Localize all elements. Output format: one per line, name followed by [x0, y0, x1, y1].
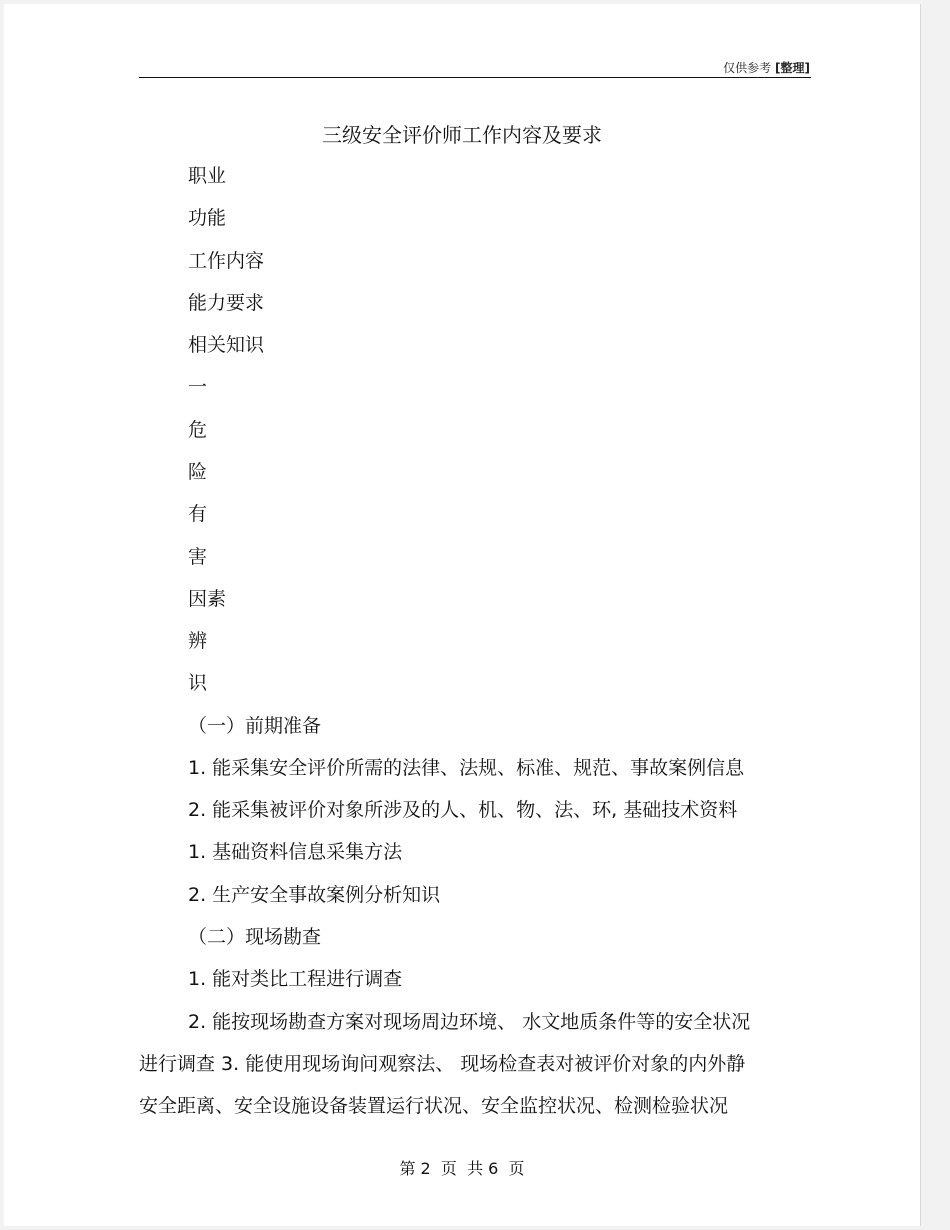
- text-line: 有: [188, 503, 208, 525]
- text-line: 一: [188, 376, 208, 398]
- header-bracket-label: [整理]: [775, 61, 810, 75]
- header-note-text: 仅供参考: [723, 61, 772, 75]
- page-footer: 第 2 页 共 6 页: [399, 1159, 525, 1178]
- text-line: 职业: [188, 165, 227, 187]
- document-title: 三级安全评价师工作内容及要求: [322, 123, 602, 147]
- text-line: 因素: [188, 588, 227, 610]
- text-line: 功能: [188, 207, 227, 229]
- text-line: 安全距离、安全设施设备装置运行状况、安全监控状况、检测检验状况: [139, 1095, 729, 1117]
- section-heading: （一）前期准备: [188, 715, 322, 737]
- text-line: 相关知识: [188, 334, 265, 356]
- section-heading: （二）现场勘查: [188, 926, 322, 948]
- text-line: 1. 能对类比工程进行调查: [188, 968, 403, 990]
- text-line: 识: [188, 672, 208, 694]
- text-line: 2. 能按现场勘查方案对现场周边环境、 水文地质条件等的安全状况: [188, 1011, 751, 1033]
- text-line: 1. 基础资料信息采集方法: [188, 841, 403, 863]
- text-line: 进行调查 3. 能使用现场询问观察法、 现场检查表对被评价对象的内外静: [139, 1053, 746, 1075]
- text-line: 1. 能采集安全评价所需的法律、法规、标准、规范、事故案例信息: [188, 757, 745, 779]
- text-line: 2. 生产安全事故案例分析知识: [188, 884, 441, 906]
- text-line: 险: [188, 461, 208, 483]
- text-line: 2. 能采集被评价对象所涉及的人、机、物、法、环, 基础技术资料: [188, 799, 738, 821]
- document-page: [4, 4, 921, 1226]
- text-line: 害: [188, 546, 208, 568]
- header-note: [723, 59, 810, 76]
- text-line: 辨: [188, 630, 208, 652]
- text-line: 能力要求: [188, 292, 265, 314]
- text-line: 危: [188, 419, 208, 441]
- header-divider: [139, 77, 811, 78]
- text-line: 工作内容: [188, 250, 265, 272]
